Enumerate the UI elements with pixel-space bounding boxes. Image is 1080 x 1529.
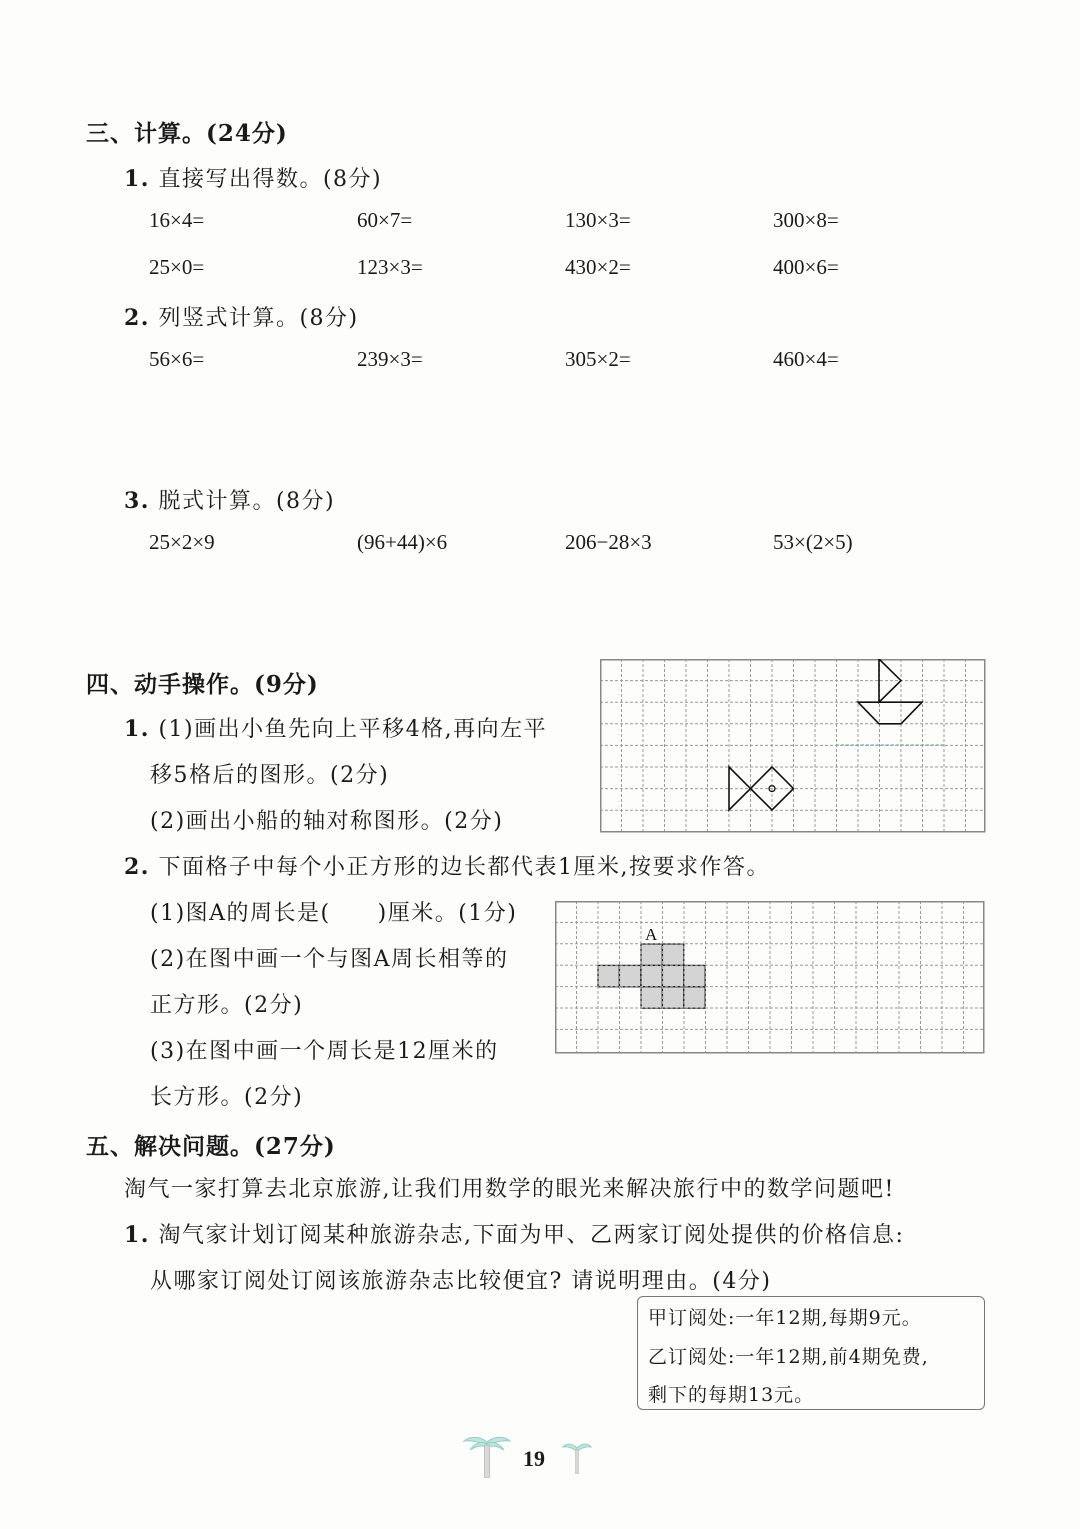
question-number: 1. <box>124 716 150 742</box>
expression: 60×7= <box>357 208 413 232</box>
expression: (96+44)×6 <box>357 530 448 554</box>
question-5-1-line2: 从哪家订阅处订阅该旅游杂志比较便宜? 请说明理由。(4分) <box>150 1269 772 1294</box>
question-3-1 <box>124 162 382 193</box>
question-4-2-part1: (1)图A的周长是( )厘米。(1分) <box>150 901 518 926</box>
question-text: 下面格子中每个小正方形的边长都代表1厘米,按要求作答。 <box>158 855 770 880</box>
section-5-intro: 淘气一家打算去北京旅游,让我们用数学的眼光来解决旅行中的数学问题吧! <box>124 1177 895 1202</box>
expression: 460×4= <box>773 347 839 371</box>
figure-a-shape <box>598 944 705 1008</box>
question-4-2-part3-cont: 长方形。(2分) <box>150 1085 304 1110</box>
question-number: 1. <box>124 166 150 192</box>
price-info-box <box>637 1296 985 1410</box>
expression: 123×3= <box>357 255 423 279</box>
expression: 430×2= <box>565 255 631 279</box>
question-4-1-line3: (2)画出小船的轴对称图形。(2分) <box>150 809 504 834</box>
expression: 400×6= <box>773 255 839 279</box>
expression: 305×2= <box>565 347 631 371</box>
boat-figure <box>858 659 922 724</box>
question-3-3 <box>124 484 335 515</box>
question-number: 2. <box>124 305 150 331</box>
expression: 56×6= <box>149 347 205 371</box>
question-4-2-part2-cont: 正方形。(2分) <box>150 993 304 1018</box>
question-5-1 <box>124 1218 904 1249</box>
fish-boat-grid <box>600 659 986 833</box>
question-4-2-part2: (2)在图中画一个与图A周长相等的 <box>150 947 509 972</box>
question-text: (1)画出小鱼先向上平移4格,再向左平 <box>158 717 548 742</box>
question-text: 直接写出得数。(8分) <box>158 167 383 192</box>
question-number: 3. <box>124 488 150 514</box>
section-4-title: 四、动手操作。(9分) <box>86 671 319 698</box>
section-5-title: 五、解决问题。(27分) <box>86 1133 336 1160</box>
question-text: 列竖式计算。(8分) <box>158 306 359 331</box>
expression: 16×4= <box>149 208 205 232</box>
info-line-yi-cont: 剩下的每期13元。 <box>648 1384 815 1406</box>
page-number: 19 <box>523 1446 545 1471</box>
question-4-1-line2: 移5格后的图形。(2分) <box>150 763 390 788</box>
expression: 130×3= <box>565 208 631 232</box>
expression: 25×0= <box>149 255 205 279</box>
expression: 206−28×3 <box>565 530 652 554</box>
expression: 25×2×9 <box>149 530 215 554</box>
section-3-title: 三、计算。(24分) <box>86 120 288 147</box>
question-number: 1. <box>124 1222 150 1248</box>
expression: 300×8= <box>773 208 839 232</box>
grid-lines <box>555 901 984 1053</box>
figure-a-grid <box>555 901 985 1054</box>
question-text: 淘气家计划订阅某种旅游杂志,下面为甲、乙两家订阅处提供的价格信息: <box>158 1223 905 1248</box>
question-text: 脱式计算。(8分) <box>158 489 336 514</box>
question-number: 2. <box>124 854 150 880</box>
palm-tree-icon <box>462 1432 512 1478</box>
question-4-1-line1 <box>124 712 547 743</box>
info-line-jia: 甲订阅处:一年12期,每期9元。 <box>648 1307 922 1329</box>
palm-tree-icon <box>562 1440 592 1474</box>
question-4-2-part3: (3)在图中画一个周长是12厘米的 <box>150 1039 499 1064</box>
info-line-yi: 乙订阅处:一年12期,前4期免费, <box>648 1346 929 1368</box>
question-3-2 <box>124 301 359 332</box>
question-4-2 <box>124 850 770 881</box>
figure-a-label: A <box>645 925 658 944</box>
expression: 53×(2×5) <box>773 530 853 554</box>
expression: 239×3= <box>357 347 423 371</box>
